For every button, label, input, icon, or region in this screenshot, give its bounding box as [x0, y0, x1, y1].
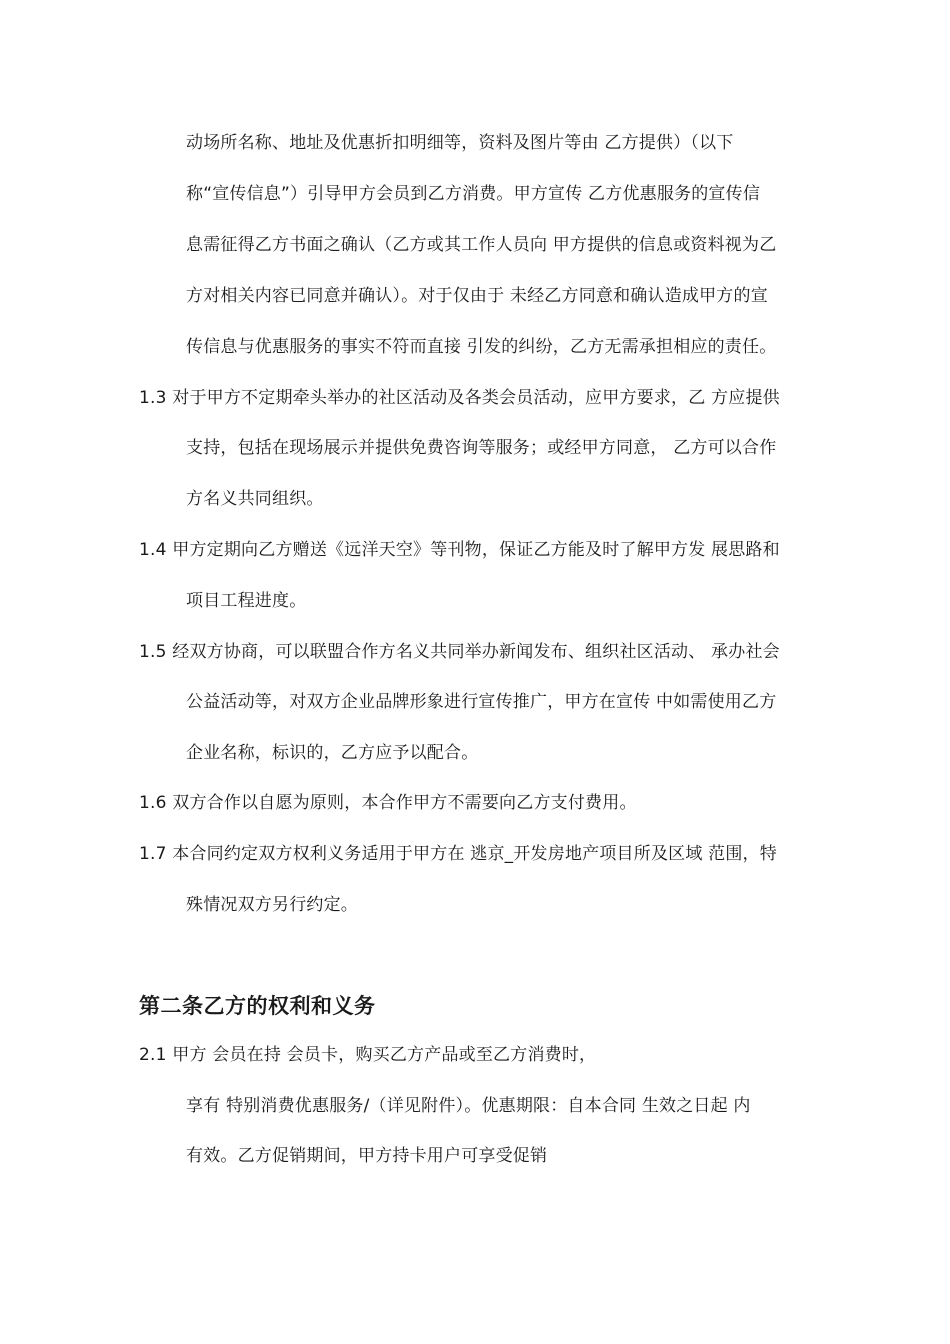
text-line: 息需征得乙方书面之确认（乙方或其工作人员向 甲方提供的信息或资料视为乙 [186, 235, 777, 255]
text-line: 殊情况双方另行约定。 [186, 895, 358, 915]
text-line: 项目工程进度。 [186, 591, 307, 611]
text-line: 方对相关内容已同意并确认）。对于仅由于 未经乙方同意和确认造成甲方的宣 [186, 286, 768, 306]
clause-1-5: 1.5 经双方协商，可以联盟合作方名义共同举办新闻发布、组织社区活动、 承办社会 [139, 642, 780, 662]
text-line: 传信息与优惠服务的事实不符而直接 引发的纠纷，乙方无需承担相应的责任。 [186, 337, 777, 357]
clause-2-1: 2.1 甲方 会员在持 会员卡，购买乙方产品或至乙方消费时， [139, 1045, 597, 1065]
text-line: 动场所名称、地址及优惠折扣明细等，资料及图片等由 乙方提供）（以下 [186, 133, 734, 153]
text-line: 企业名称，标识的，乙方应予以配合。 [186, 743, 479, 763]
text-line: 享有 特别消费优惠服务/（详见附件）。优惠期限：自本合同 生效之日起 内 [186, 1096, 751, 1116]
clause-1-7: 1.7 本合同约定双方权利义务适用于甲方在 逃京_开发房地产项目所及区域 范围，特 [139, 844, 777, 864]
clause-1-3: 1.3 对于甲方不定期牵头举办的社区活动及各类会员活动，应甲方要求，乙 方应提供 [139, 388, 780, 408]
text-line: 称“宣传信息”）引导甲方会员到乙方消费。甲方宣传 乙方优惠服务的宣传信 [186, 184, 761, 204]
clause-1-4: 1.4 甲方定期向乙方赠送《远洋天空》等刊物，保证乙方能及时了解甲方发 展思路和 [139, 540, 780, 560]
text-line: 公益活动等，对双方企业品牌形象进行宣传推广，甲方在宣传 中如需使用乙方 [186, 692, 777, 712]
text-line: 方名义共同组织。 [186, 489, 324, 509]
text-line: 支持，包括在现场展示并提供免费咨询等服务；或经甲方同意， 乙方可以合作 [186, 438, 777, 458]
text-line: 有效。乙方促销期间，甲方持卡用户可享受促销 [186, 1146, 548, 1166]
clause-1-6: 1.6 双方合作以自愿为原则，本合作甲方不需要向乙方支付费用。 [139, 793, 637, 813]
section-heading: 第二条乙方的权利和义务 [139, 994, 376, 1018]
